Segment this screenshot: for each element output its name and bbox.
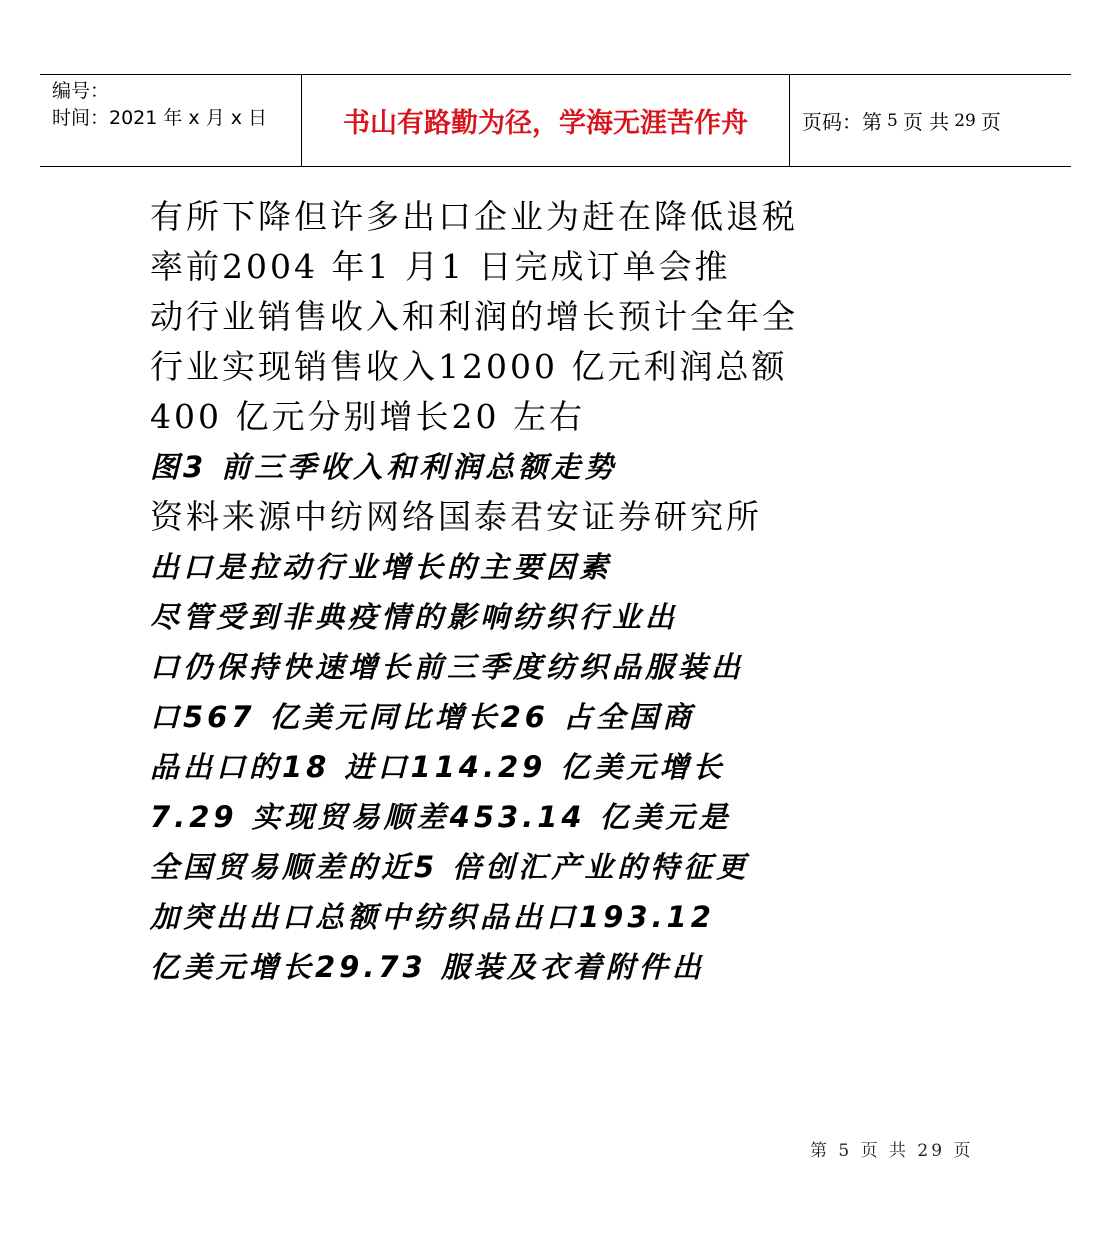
page-header <box>40 74 1071 167</box>
body-line: 尽管受到非典疫情的影响纺织行业出 <box>150 600 679 634</box>
page-mid: 页 共 <box>902 110 950 134</box>
body-line: 口567 亿美元同比增长26 占全国商 <box>150 700 696 734</box>
body-line: 有所下降但许多出口企业为赶在降低退税 <box>150 197 798 236</box>
body-line: 加突出出口总额中纺织品出口193.12 <box>150 900 715 934</box>
header-motto: 书山有路勤为径，学海无涯苦作舟 <box>302 75 790 166</box>
body-line: 率前2004 年1 月1 日完成订单会推 <box>150 247 731 286</box>
source-note: 资料来源中纺网络国泰君安证券研究所 <box>150 497 762 536</box>
page-footer: 第 5 页 共 29 页 <box>810 1141 974 1161</box>
body-line: 亿美元增长29.73 服装及衣着附件出 <box>150 950 705 984</box>
section-heading: 出口是拉动行业增长的主要因素 <box>150 550 613 584</box>
body-line: 全国贸易顺差的近5 倍创汇产业的特征更 <box>150 850 750 884</box>
body-line: 动行业销售收入和利润的增长预计全年全 <box>150 297 798 336</box>
page-total: 29 <box>954 110 976 131</box>
body-line: 行业实现销售收入12000 亿元利润总额 <box>150 347 788 386</box>
number-label: 编号： <box>52 80 110 102</box>
header-meta <box>40 75 302 166</box>
page-current: 5 <box>887 110 898 131</box>
body-line: 400 亿元分别增长20 左右 <box>150 397 585 436</box>
page-suffix: 页 <box>980 110 1001 134</box>
header-page-number <box>790 75 1071 166</box>
body-line: 品出口的18 进口114.29 亿美元增长 <box>150 750 726 784</box>
time-label: 时间：2021 年 x 月 x 日 <box>52 107 268 129</box>
body-line: 口仍保持快速增长前三季度纺织品服装出 <box>150 650 745 684</box>
figure-caption: 图3 前三季收入和利润总额走势 <box>150 450 618 484</box>
document-body <box>150 192 850 992</box>
page-prefix: 页码：第 <box>802 110 882 134</box>
body-line: 7.29 实现贸易顺差453.14 亿美元是 <box>150 800 732 834</box>
